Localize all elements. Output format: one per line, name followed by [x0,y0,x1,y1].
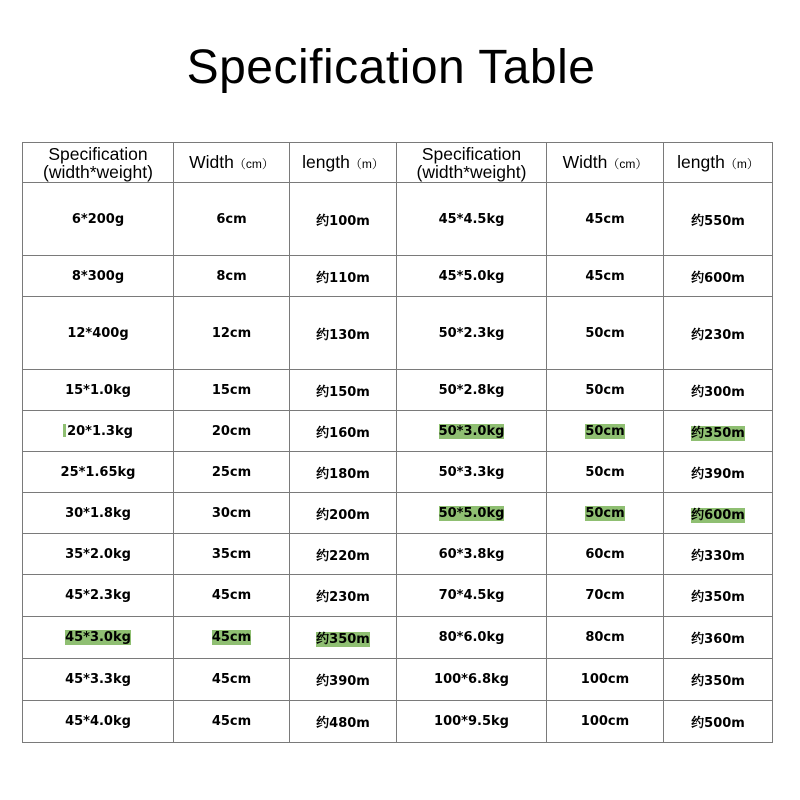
cell-length: 约390m [664,452,773,493]
cell-width: 45cm [547,256,664,297]
table-row [23,370,773,411]
cell-spec: 50*3.3kg [397,452,547,493]
header-spec-line1: Specification [48,143,148,164]
table-row [23,183,773,256]
cell-spec: 80*6.0kg [397,617,547,659]
table-row [23,256,773,297]
cell-width [547,411,664,452]
cell-width [174,617,290,659]
cell-width: 100cm [547,659,664,701]
cell-length [664,411,773,452]
cell-spec: 100*9.5kg [397,701,547,743]
cell-spec: 6*200g [23,183,174,256]
cell-spec: 100*6.8kg [397,659,547,701]
cell-spec: 15*1.0kg [23,370,174,411]
cell-length: 约330m [664,534,773,575]
cell-spec: 45*2.3kg [23,575,174,617]
cell-spec: 70*4.5kg [397,575,547,617]
header-width-unit: （cm） [607,156,648,171]
cell-length: 约160m [290,411,397,452]
highlighted-value: 约600m [691,507,745,523]
highlighted-value: 约350m [691,425,745,441]
cell-width: 45cm [547,183,664,256]
table-row [23,534,773,575]
cell-width: 60cm [547,534,664,575]
cell-width: 45cm [174,701,290,743]
cell-width: 30cm [174,493,290,534]
cell-spec: 20*1.3kg [23,411,174,452]
table-row [23,297,773,370]
cell-length: 约220m [290,534,397,575]
cell-length: 约350m [664,575,773,617]
highlighted-value: 约350m [316,632,370,647]
cell-length: 约130m [290,297,397,370]
cell-length: 约600m [664,256,773,297]
cell-length [290,617,397,659]
cell-length: 约480m [290,701,397,743]
cell-spec [23,617,174,659]
header-length-right [664,143,773,183]
header-length-label: length [302,151,350,172]
cell-spec: 45*5.0kg [397,256,547,297]
cell-width: 70cm [547,575,664,617]
cell-width: 50cm [547,452,664,493]
cell-width: 15cm [174,370,290,411]
cell-length: 约300m [664,370,773,411]
header-specification-left [23,143,174,183]
cell-length: 约200m [290,493,397,534]
cell-length: 约180m [290,452,397,493]
cell-spec: 45*4.5kg [397,183,547,256]
table-row [23,617,773,659]
page-title: Specification Table [186,41,596,94]
cell-length: 约230m [290,575,397,617]
cell-length: 约360m [664,617,773,659]
header-width-label: Width [562,151,608,172]
highlighted-value: 50cm [585,423,625,439]
cell-width: 8cm [174,256,290,297]
cell-width: 45cm [174,575,290,617]
cell-spec: 8*300g [23,256,174,297]
cell-spec: 30*1.8kg [23,493,174,534]
cell-width: 80cm [547,617,664,659]
header-width-unit: （cm） [233,156,274,171]
cell-spec [397,411,547,452]
cell-width: 6cm [174,183,290,256]
table-row [23,411,773,452]
cell-width: 100cm [547,701,664,743]
table-row [23,701,773,743]
cell-spec: 45*4.0kg [23,701,174,743]
cell-spec [397,493,547,534]
header-length-unit: （m） [349,156,384,171]
cell-length [664,493,773,534]
highlighted-value: 50*5.0kg [438,505,505,521]
cell-spec: 45*3.3kg [23,659,174,701]
cell-length: 约350m [664,659,773,701]
cell-spec: 35*2.0kg [23,534,174,575]
cell-length: 约390m [290,659,397,701]
cell-spec: 50*2.8kg [397,370,547,411]
cell-width: 12cm [174,297,290,370]
header-length-unit: （m） [724,156,759,171]
cell-width: 25cm [174,452,290,493]
cell-width: 50cm [547,297,664,370]
cell-length: 约550m [664,183,773,256]
header-specification-right [397,143,547,183]
header-width-label: Width [189,151,234,172]
highlighted-value: 45*3.0kg [65,630,131,645]
header-spec-line2: (width*weight) [43,161,153,182]
specification-table [22,142,773,743]
cell-spec: 25*1.65kg [23,452,174,493]
highlight-mark [63,424,66,437]
cell-length: 约110m [290,256,397,297]
table-row [23,452,773,493]
table-row [23,493,773,534]
header-row [23,143,773,183]
table-row [23,659,773,701]
table-row [23,575,773,617]
cell-length: 约500m [664,701,773,743]
cell-length: 约100m [290,183,397,256]
highlighted-value: 50*3.0kg [438,423,505,439]
header-spec-line2: (width*weight) [416,161,527,182]
header-spec-line1: Specification [421,143,522,164]
cell-spec: 50*2.3kg [397,297,547,370]
cell-length: 约150m [290,370,397,411]
cell-spec: 12*400g [23,297,174,370]
cell-width: 45cm [174,659,290,701]
cell-width: 50cm [547,370,664,411]
highlighted-value: 45cm [211,630,252,645]
cell-length: 约230m [664,297,773,370]
cell-width [547,493,664,534]
header-width-right [547,143,664,183]
cell-width: 20cm [174,411,290,452]
cell-width: 35cm [174,534,290,575]
header-length-label: length [677,151,725,172]
cell-spec: 60*3.8kg [397,534,547,575]
header-width-left [174,143,290,183]
highlighted-value: 50cm [585,505,625,521]
header-length-left [290,143,397,183]
